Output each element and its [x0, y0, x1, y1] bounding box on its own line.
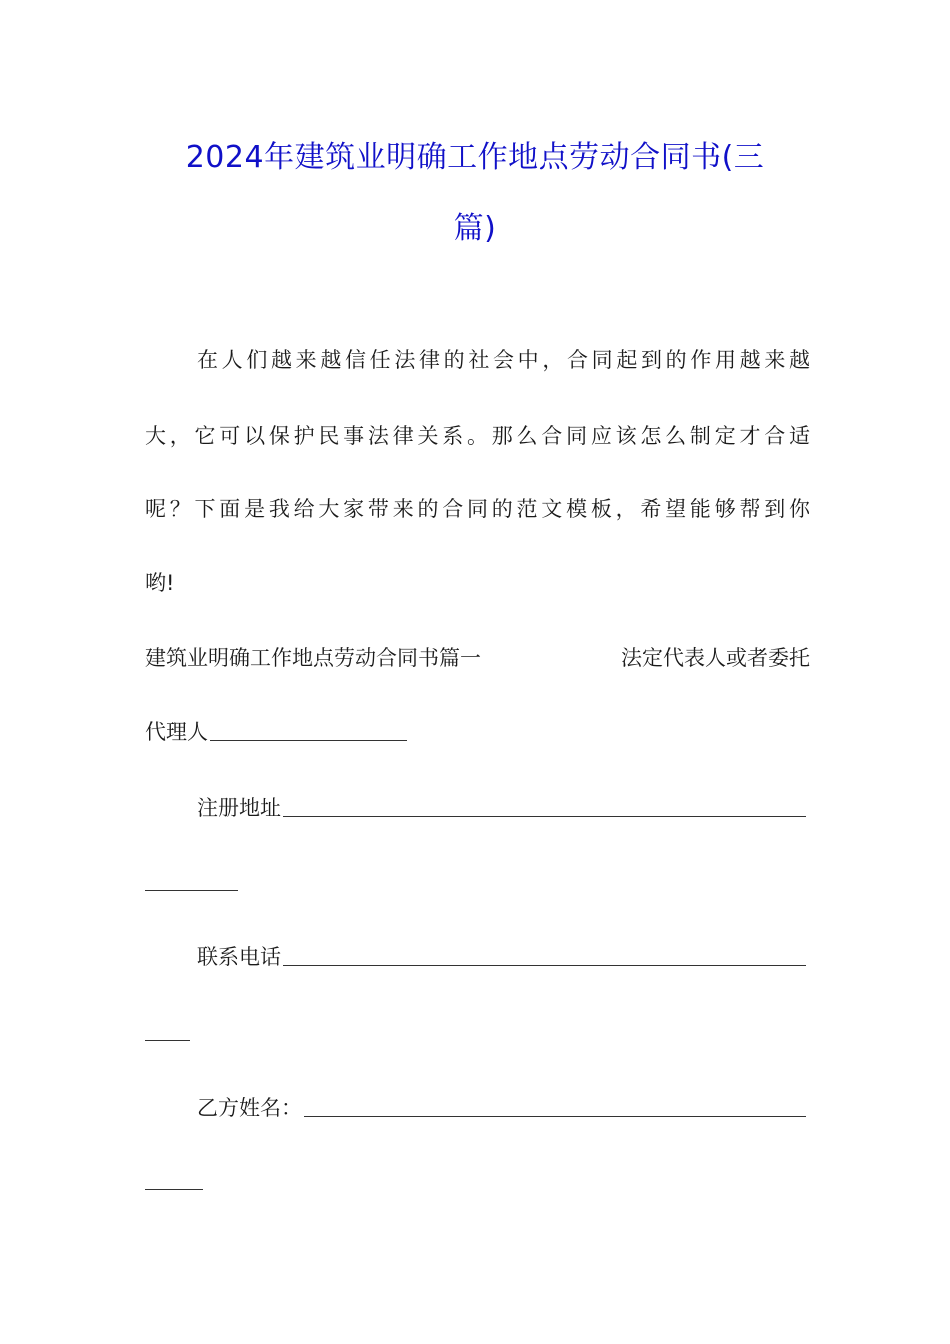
phone-label: 联系电话	[197, 945, 281, 969]
agent-label: 代理人	[145, 720, 208, 744]
document-title-line-2: 篇)	[453, 211, 497, 246]
heading-tail: 法定代表人或者委托	[621, 646, 810, 670]
address-field	[197, 793, 806, 823]
phone-blank-continued[interactable]	[145, 1040, 190, 1041]
intro-line-4: 哟!	[145, 571, 175, 595]
address-blank[interactable]	[283, 816, 806, 817]
address-label: 注册地址	[197, 796, 281, 820]
phone-blank[interactable]	[283, 965, 806, 966]
intro-line-2: 大，它可以保护民事法律关系。那么合同应该怎么制定才合适	[145, 424, 810, 448]
address-blank-continued[interactable]	[145, 890, 238, 891]
section-heading: 建筑业明确工作地点劳动合同书篇一	[145, 646, 481, 670]
party-b-name-blank-continued[interactable]	[145, 1189, 203, 1190]
agent-blank[interactable]	[210, 740, 407, 741]
phone-field	[197, 942, 806, 972]
intro-line-3: 呢？下面是我给大家带来的合同的范文模板，希望能够帮到你	[145, 497, 810, 521]
party-b-name-label: 乙方姓名：	[197, 1096, 302, 1120]
intro-line-1: 在人们越来越信任法律的社会中，合同起到的作用越来越	[197, 348, 810, 372]
party-b-name-field	[197, 1093, 806, 1123]
document-title-line-1: 2024年建筑业明确工作地点劳动合同书(三	[185, 140, 765, 175]
section-heading-row	[145, 643, 810, 673]
party-b-name-blank[interactable]	[304, 1116, 806, 1117]
agent-field	[145, 717, 407, 747]
